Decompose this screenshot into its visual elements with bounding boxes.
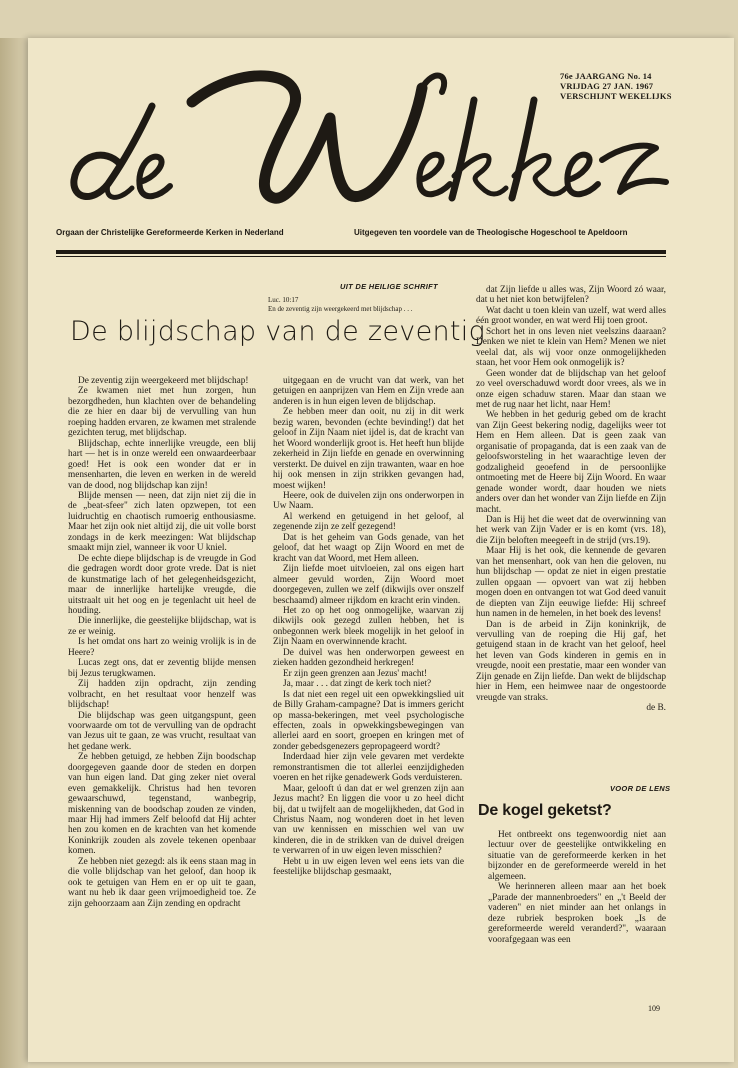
paragraph: De echte diepe blijdschap is de vreugde in God die gedragen wordt door grote vrede. Dat is niet de kunstmatige lach of het gelegenheidsgezicht, maar de innerlijke hartelijke vreugde, die uitstraalt uit het oog en je tegenlacht uit heel de houding. [68,553,256,616]
paragraph: Het ontbreekt ons tegenwoordig niet aan lectuur over de geestelijke ontwikkeling en situatie van de gereformeerde kerken in het bijzonder en de gereformeerde wereld in het algemeen. [488,830,666,882]
rubric-heilige-schrift: UIT DE HEILIGE SCHRIFT [340,282,438,291]
paragraph: Ze hebben meer dan ooit, nu zij in dit werk bezig waren, bevonden (echte bevinding!) dat het geloof in Zijn Naam niet ijdel is, dat de kracht van het Woord wonderlijk groot is. Het heeft hun blijde zekerheid in Zijn liefde en genade en overwinning versterkt. De duivel en zijn trawanten, waar en hoe hij ook mensen in zijn strikken gevangen had, moest wijken! [273,407,464,491]
paragraph: Is het omdat ons hart zo weinig vrolijk is in de Heere? [68,637,256,658]
paragraph: Al werkend en getuigend in het geloof, al zegenende zijn ze zelf gezegend! [273,511,464,533]
page-number: 109 [648,1004,660,1013]
paragraph: Blijde mensen — neen, dat zijn niet zij die in de „beat-sfeer" zich laten opzwepen, tot een luidruchtig en chaotisch rumoerig enthousiasme. Maar het zijn ook niet altijd zij, die uit volle borst zondags in de kerk meezingen: Wat blijdschap smaakt mijn ziel, wanneer ik voor U kniel. [68,490,256,554]
verse-reference: Luc. 10:17 [268,296,299,304]
paragraph: Er zijn geen grenzen aan Jezus' macht! [283,668,428,679]
paragraph: Dat is het geheim van Gods genade, van het geloof, dat het waagt op Zijn Woord en met de kracht van dat Woord, met Hem alleen. [273,532,464,564]
issue-info [560,71,672,101]
issue-volume: 76e JAARGANG No. 14 [560,71,652,81]
issue-frequency: VERSCHIJNT WEKELIJKS [560,91,672,101]
paragraph: Ze kwamen niet met hun zorgen, hun bezorgdheden, hun klachten over de behandeling die ze hier en daar bij de vervulling van hun roeping hadden ervaren, ze kwamen met stralende gezichten terug, met blijdschap. [68,386,256,439]
article-column-2 [273,376,464,878]
verse-text: En de zeventig zijn weergekeerd met blijdschap . . . [268,305,413,313]
paragraph: De zeventig zijn weergekeerd met blijdschap! [78,376,249,386]
paragraph: Dan is Hij het die weet dat de overwinning van het werk van Zijn Vader er is en komt (vrs. 18), die Zijn beloften meegeeft in de strijd (vrs.19). [476,514,666,546]
paragraph: Wat dacht u toen klein van uzelf, wat werd alles één groot wonder, en wat werd Hij toen groot. [476,305,666,327]
paragraph: Ja, maar . . . dat zingt de kerk toch niet? [283,679,432,690]
paragraph: We herinneren alleen maar aan het boek „Parade der mannenbroeders" en „'t Beeld der vaderen" en niet minder aan het onlangs in deze rubriek besproken boek „Is de gereformeerde wereld veranderd?", waaraan voorafgegaan was een [488,882,666,945]
organ-subtitle: Orgaan der Christelijke Gereformeerde Kerken in Nederland [56,228,284,237]
paragraph: de B. [646,703,666,714]
paragraph: Blijdschap, echte innerlijke vreugde, een blij hart — het is in onze wereld een onwaardeerbaar goed! Het is ook een wonder dat er in mensenharten, die leven en werken in de wereld van de dood, nog blijdschap kan zijn! [68,438,256,491]
article-title: De blijdschap van de zeventig [70,316,486,347]
article-column-3 [476,285,666,714]
paragraph: Heere, ook de duivelen zijn ons onderworpen in Uw Naam. [273,490,464,512]
paragraph: Lucas zegt ons, dat er zeventig blijde mensen bij Jezus terugkwamen. [68,658,256,679]
paragraph: Ze hebben niet gezegd: als ik eens staan mag in die volle blijdschap van het geloof, dan hoop ik ook te getuigen van Hem en er op uit te gaan, want nu heb ik daar geen vrijmoedigheid toe. Ze zijn gehoorzaam aan Zijn zending en opdracht [68,856,256,909]
paragraph: Zij hadden zijn opdracht, zijn zending volbracht, en het resultaat voor henzelf was blijdschap! [68,679,256,711]
masthead-rule-thick [56,250,666,254]
paragraph: Die innerlijke, die geestelijke blijdschap, wat is ze er weinig. [68,616,256,637]
paragraph: Het zo op het oog onmogelijke, waarvan zij dikwijls ook gezegd zullen hebben, het is onbegonnen werk bleek mogelijk in het geloof in Zijn Naam en overwinnende kracht. [273,605,464,648]
article-column-1 [68,376,256,909]
paragraph: De duivel was hen onderworpen geweest en zieken hadden gezondheid herkregen! [273,647,464,669]
paragraph: Maar, gelooft ú dan dat er wel grenzen zijn aan Jezus macht? En liggen die voor u zo heel dicht bij, dat u twijfelt aan de mogelijkheden, dat God in Christus Naam, nog wonderen doet in het leven van uw kennissen en misschien wel van uw kinderen, die in de strikken van de duivel dreigen te verwarren of in uw eigen leven misschien? [273,783,464,857]
paragraph: Inderdaad hier zijn vele gevaren met verdekte remonstrantismen die tot allerlei eenzijdigheden voeren en het rijke genadewerk Gods verduisteren. [273,752,464,784]
paragraph: Dan is de arbeid in Zijn koninkrijk, de vervulling van de roeping die Hij gaf, het getuigend staan in de kracht van het geloof, heel het leven van Gods kinderen in gemis en in vreugde, nooit een prestatie, maar een wonder van Zijn genade en Zijn liefde. Dan wekt de blijdschap hier in Hem, een heimwee naar de ongestoorde vreugde van straks. [476,619,666,703]
bible-verse [268,296,412,314]
paragraph: dat Zijn liefde u alles was, Zijn Woord zó waar, dat u het niet kon betwijfelen? [476,285,666,306]
publisher-subtitle: Uitgegeven ten voordele van de Theologische Hogeschool te Apeldoorn [354,228,628,237]
paragraph: Zijn liefde moet uitvloeien, zal ons eigen hart almeer gevuld worden, Zijn Woord moet doorgegeven, zullen we zelf (dikwijls over onszelf beschaamd) almeer rijkdom en kracht erin vinden. [273,564,464,606]
paragraph: Is dat niet een regel uit een opwekkingslied uit de Billy Graham-campagne? Dat is immers gericht op massa-bekeringen, met veel psychologische effecten, zoals in opwekkingsbewegingen van allerlei aard en soort, groepen en kringen met of zonder gebedsgenezers gepropageerd wordt? [273,689,464,752]
rubric-voor-de-lens: VOOR DE LENS [610,784,671,793]
paragraph: Maar Hij is het ook, die kennende de gevaren van het mensenhart, ook van hen die geloven, nu hun blijdschap — opdat ze niet in eigen prestatie zullen opgaan — opvoert van wat zij hebben mogen doen en ontvangen tot wat God deed vanuit de diepten van Zijn eeuwige liefde: Hij schreef hun namen in de hemelen, in het boek des levens! [476,546,666,620]
paragraph: Ze hebben getuigd, ze hebben Zijn boodschap doorgegeven gaande door de steden en dorpen van hun eigen land. Dat ging zeker niet overal even gemakkelijk. Christus had hen tevoren gewaarschuwd, tegenstand, wanbegrip, miskenning van de boodschap zouden ze vinden, maar Hij had immers Zelf beloofd dat Hij achter hen zou komen en de krachten van het komende Koninkrijk zouden als zovele tekenen openbaar komen. [68,752,256,857]
paragraph: Schort het in ons leven niet veelszins daaraan? Denken we niet te klein van Hem? Menen we niet veelal dat, als wij voor onze onmogelijkheden staan, het voor Hem ook onmogelijk is? [476,326,666,369]
article2-title: De kogel geketst? [478,802,612,819]
paragraph: uitgegaan en de vrucht van dat werk, van het getuigen en aanprijzen van Hem en Zijn vrede aan anderen is in hun eigen leven de blijdschap. [273,376,464,407]
paragraph: Die blijdschap was geen uitgangspunt, geen voorwaarde om tot de vervulling van de opdracht van Jezus uit te gaan, ze was vrucht, resultaat van het gedane werk. [68,710,256,752]
paragraph: We hebben in het gedurig gebed om de kracht van Zijn Geest bekering nodig, dagelijks weer tot Hem en Hem alleen. Dat is geen zaak van organisatie of propaganda, dat is een zaak van de geloofsworsteling in het waarachtige leven der godzaligheid geoefend in de persoonlijke ontmoeting met de Heere bij Zijn Woord. En waar genade wonder wordt, daar houden we niets anders over dan het wonder van Zijn liefde en Zijn macht. [476,410,666,515]
book-spine [0,38,28,1068]
masthead-rule-thin [56,256,666,257]
paragraph: Geen wonder dat de blijdschap van het geloof zo veel overschaduwd wordt door vrees, als we in onze eigen schaduw staren. Maar dan staan we met de rug naar het licht, naar Hem! [476,368,666,410]
issue-date: VRIJDAG 27 JAN. 1967 [560,81,654,91]
article2-column [488,830,666,945]
paragraph: Hebt u in uw eigen leven wel eens iets van die feestelijke blijdschap gesmaakt, [273,856,464,878]
